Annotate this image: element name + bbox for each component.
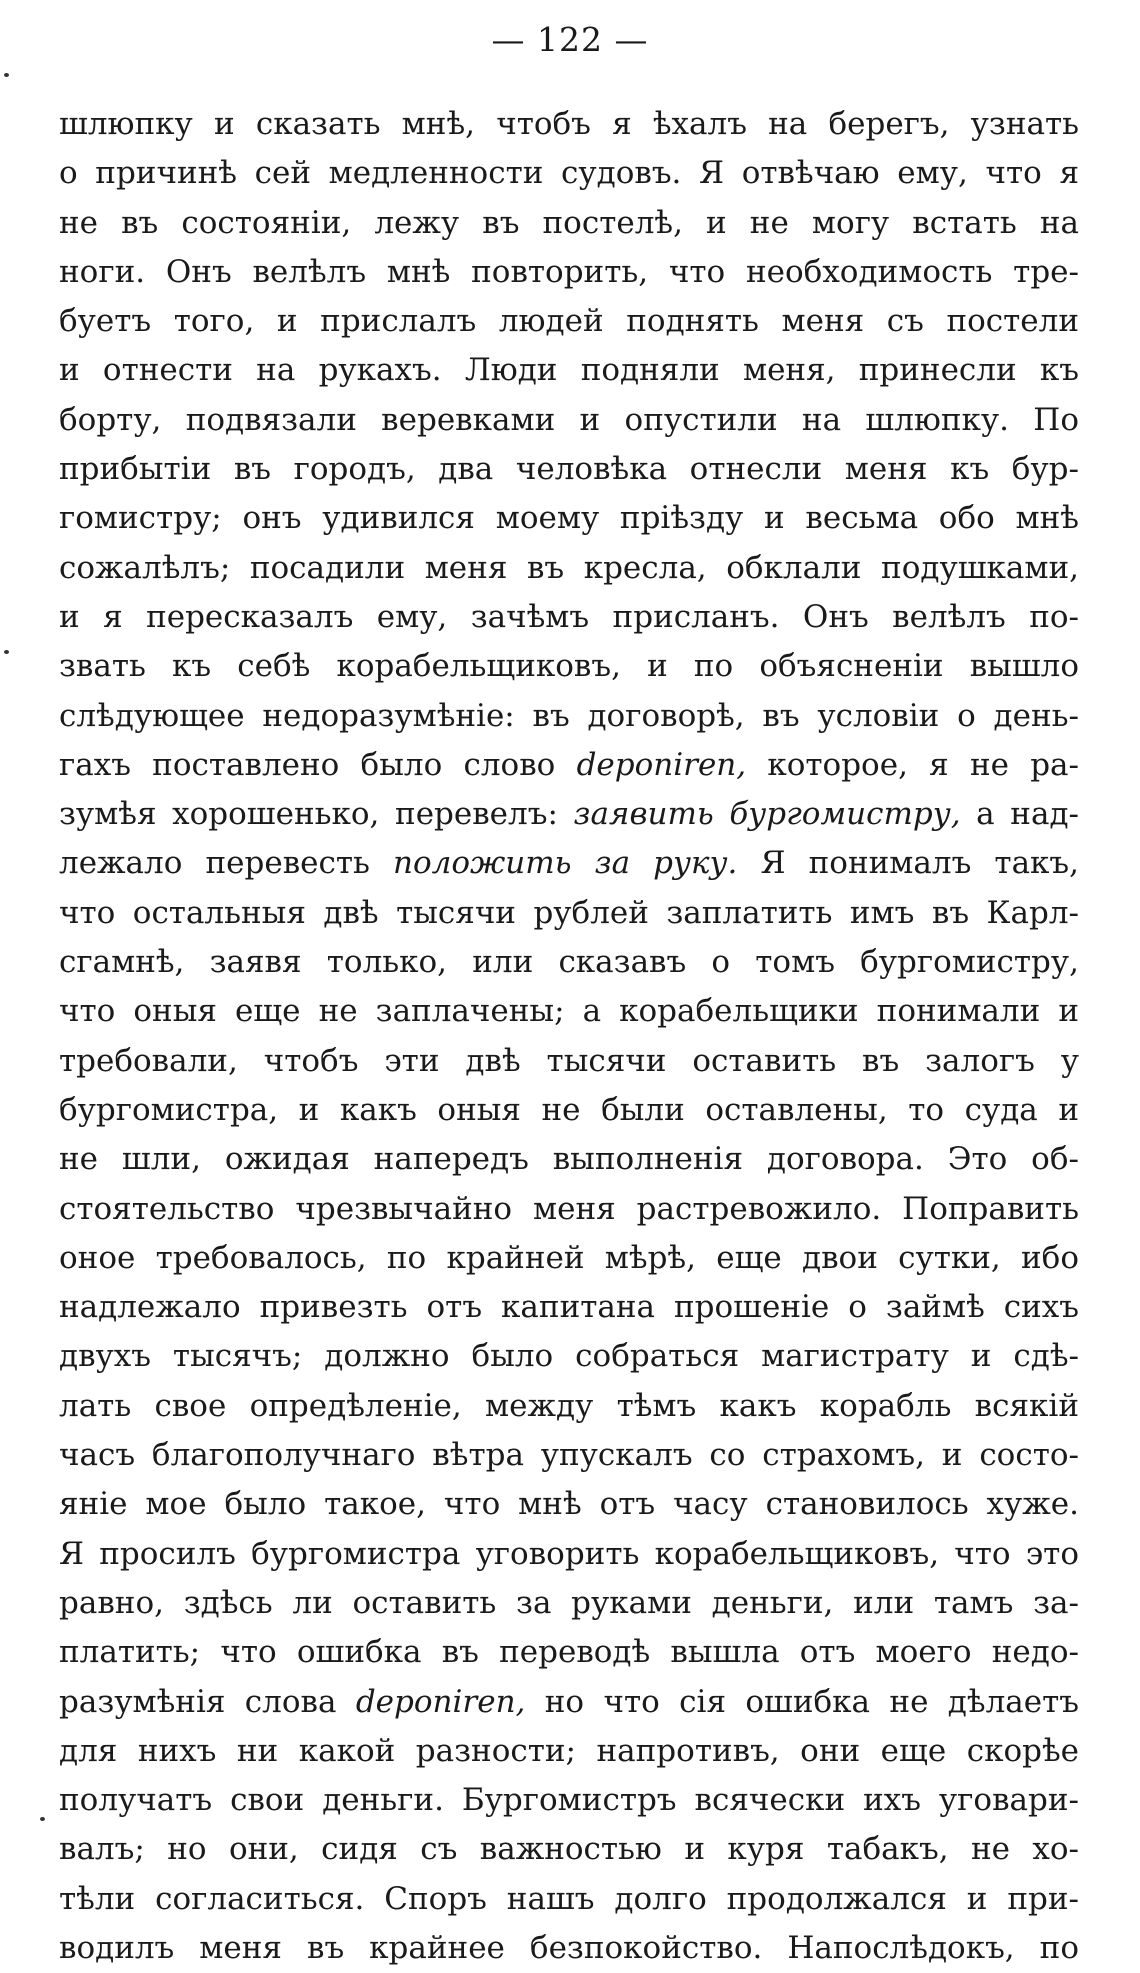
text-segment: разумѣнія слова <box>59 1683 356 1720</box>
text-line <box>59 1283 1079 1332</box>
text-line <box>59 1678 1079 1727</box>
text-segment: зумѣя хорошенько, перевелъ: <box>59 796 574 833</box>
text-line <box>59 839 1079 888</box>
text-segment: лать свое опредѣленіе, между тѣмъ какъ корабль всякій <box>59 1387 1079 1424</box>
text-line <box>59 297 1079 346</box>
text-line <box>59 100 1079 149</box>
italic-text-segment: deponiren, <box>576 746 747 783</box>
text-segment: равно, здѣсь ли оставить за руками деньги, или тамъ за- <box>59 1584 1079 1621</box>
ink-speck <box>4 73 9 77</box>
text-segment: стоятельство чрезвычайно меня растревожило. Поправить <box>59 1190 1079 1227</box>
text-segment: что остальныя двѣ тысячи рублей заплатить имъ въ Карл- <box>59 894 1079 931</box>
text-line <box>59 1086 1079 1135</box>
text-line <box>59 494 1079 543</box>
text-segment: лежало перевесть <box>59 845 394 882</box>
text-segment: бургомистра, и какъ оныя не были оставлены, то суда и <box>59 1091 1079 1128</box>
text-segment: звать къ себѣ корабельщиковъ, и по объясненіи вышло <box>59 648 1079 685</box>
text-line <box>59 1825 1079 1874</box>
text-line <box>59 1037 1079 1086</box>
text-segment: для нихъ ни какой разности; напротивъ, они еще скорѣе <box>59 1732 1079 1769</box>
text-line <box>59 889 1079 938</box>
text-line <box>59 1332 1079 1381</box>
text-segment: и я пересказалъ ему, зачѣмъ присланъ. Онъ велѣлъ по- <box>59 598 1079 635</box>
text-segment: двухъ тысячъ; должно было собраться магистрату и сдѣ- <box>59 1338 1079 1375</box>
italic-text-segment: заявить бургомистру, <box>573 796 961 833</box>
ink-speck <box>4 650 9 654</box>
text-segment: борту, подвязали веревками и опустили на шлюпку. По <box>59 401 1079 438</box>
text-segment: водилъ меня въ крайнее безпокойство. Напослѣдокъ, по <box>59 1929 1079 1966</box>
text-segment: часъ благополучнаго вѣтра упускалъ со страхомъ, и состо- <box>59 1437 1079 1474</box>
text-line <box>59 1135 1079 1184</box>
page-number: — 122 — <box>491 20 649 59</box>
text-line <box>59 1924 1079 1973</box>
text-line <box>59 1234 1079 1283</box>
text-line <box>59 445 1079 494</box>
text-line <box>59 1579 1079 1628</box>
italic-text-segment: положить за руку. <box>393 845 738 882</box>
text-segment: слѣдующее недоразумѣніе: въ договорѣ, въ условіи о день- <box>59 697 1079 734</box>
text-segment: а над- <box>960 796 1079 833</box>
text-segment: тѣли согласиться. Споръ нашъ долго продолжался и при- <box>59 1880 1079 1917</box>
text-segment: гахъ поставлено было слово <box>59 746 577 783</box>
text-segment: гомистру; онъ удивился моему пріѣзду и весьма обо мнѣ <box>59 500 1079 537</box>
text-segment: ноги. Онъ велѣлъ мнѣ повторить, что необходимость тре- <box>59 253 1079 290</box>
text-line <box>59 593 1079 642</box>
text-line <box>59 149 1079 198</box>
text-line <box>59 1185 1079 1234</box>
text-line <box>59 1480 1079 1529</box>
text-line <box>59 544 1079 593</box>
text-line <box>59 396 1079 445</box>
text-line <box>59 790 1079 839</box>
text-line <box>59 1628 1079 1677</box>
text-segment: которое, я не ра- <box>746 746 1080 783</box>
text-line <box>59 1530 1079 1579</box>
italic-text-segment: deponiren, <box>355 1683 526 1720</box>
text-segment: оное требовалось, по крайней мѣрѣ, еще двои сутки, ибо <box>59 1239 1079 1276</box>
text-segment: о причинѣ сей медленности судовъ. Я отвѣчаю ему, что я <box>59 155 1079 192</box>
text-line <box>59 1776 1079 1825</box>
text-segment: сожалѣлъ; посадили меня въ кресла, обклали подушками, <box>59 549 1079 586</box>
body-text <box>59 100 1079 1973</box>
text-line <box>59 987 1079 1036</box>
text-segment: валъ; но они, сидя съ важностью и куря табакъ, не хо- <box>59 1831 1079 1868</box>
text-segment: не шли, ожидая напередъ выполненія договора. Это об- <box>59 1141 1079 1178</box>
text-line <box>59 741 1079 790</box>
text-line <box>59 938 1079 987</box>
ink-speck <box>40 1817 45 1821</box>
text-line <box>59 1875 1079 1924</box>
text-line <box>59 642 1079 691</box>
text-line <box>59 1727 1079 1776</box>
text-line <box>59 199 1079 248</box>
text-segment: что оныя еще не заплачены; а корабельщики понимали и <box>59 993 1079 1030</box>
text-segment: шлюпку и сказать мнѣ, чтобъ я ѣхалъ на берегъ, узнать <box>59 106 1079 142</box>
text-segment: и отнести на рукахъ. Люди подняли меня, принесли къ <box>59 352 1079 389</box>
text-segment: но что сія ошибка не дѣлаетъ <box>525 1683 1079 1720</box>
text-line <box>59 692 1079 741</box>
text-segment: Я просилъ бургомистра уговорить корабельщиковъ, что это <box>59 1535 1079 1572</box>
text-segment: требовали, чтобъ эти двѣ тысячи оставить въ залогъ у <box>59 1042 1079 1079</box>
text-line <box>59 1431 1079 1480</box>
text-segment: платить; что ошибка въ переводѣ вышла отъ моего недо- <box>59 1634 1079 1671</box>
text-segment: яніе мое было такое, что мнѣ отъ часу становилось хуже. <box>59 1486 1079 1523</box>
text-segment: получатъ свои деньги. Бургомистръ всячески ихъ уговари- <box>59 1782 1079 1819</box>
text-segment: сгамнѣ, заявя только, или сказавъ о томъ бургомистру, <box>59 944 1079 981</box>
text-segment: буетъ того, и прислалъ людей поднять меня съ постели <box>59 303 1079 340</box>
text-segment: Я понималъ такъ, <box>737 845 1080 882</box>
text-line <box>59 248 1079 297</box>
text-line <box>59 346 1079 395</box>
text-segment: надлежало привезть отъ капитана прошеніе о займѣ сихъ <box>59 1289 1079 1326</box>
text-segment: не въ состояніи, лежу въ постелѣ, и не могу встать на <box>59 204 1079 241</box>
text-line <box>59 1382 1079 1431</box>
text-segment: прибытіи въ городъ, два человѣка отнесли меня къ бур- <box>59 451 1079 488</box>
